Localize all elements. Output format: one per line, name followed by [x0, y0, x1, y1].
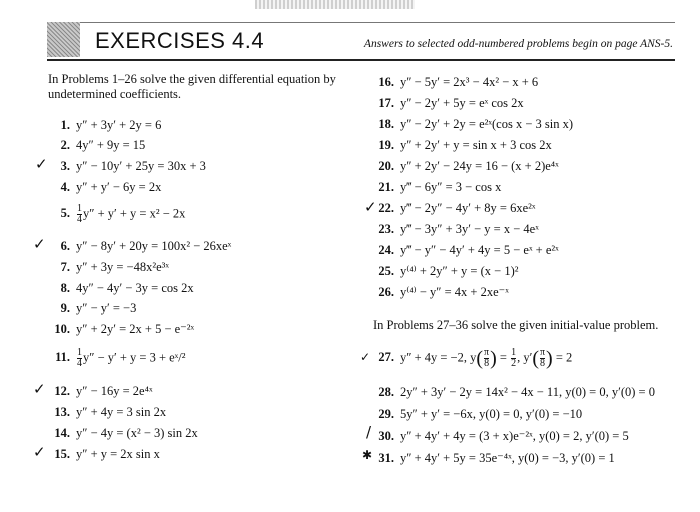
problem-3: 3. y″ − 10y′ + 25y = 30x + 3	[60, 159, 206, 173]
checkmark-icon: ✓	[33, 443, 46, 461]
problem-20: 20. y″ + 2y′ − 24y = 16 − (x + 2)e⁴ˣ	[378, 159, 559, 173]
fraction-one-fourth: $\frac{1}{4}$	[77, 203, 82, 225]
problem-19: 19. y″ + 2y′ + y = sin x + 3 cos 2x	[378, 138, 552, 152]
problem-28: 28. 2y″ + 3y′ − 2y = 14x² − 4x − 11, y(0) = 0, y′(0) = 0	[378, 385, 655, 399]
problem-16: 16. y″ − 5y′ = 2x³ − 4x² − x + 6	[378, 75, 539, 89]
problem-17: 17. y″ − 2y′ + 5y = eˣ cos 2x	[378, 96, 524, 110]
checkmark-icon: ✓	[33, 235, 46, 253]
checkmark-icon: ✓	[364, 198, 377, 216]
header-rule-top	[80, 22, 675, 23]
problem-4: 4. y″ + y′ − 6y = 2x	[60, 180, 162, 194]
problem-7: 7. y″ + 3y = −48x²e³ˣ	[60, 260, 170, 274]
header-shaded-box	[47, 22, 80, 57]
answers-note: Answers to selected odd-numbered problems begin on page ANS-5.	[363, 38, 673, 50]
problem-10: 10. y″ + 2y′ = 2x + 5 − e⁻²ˣ	[54, 322, 195, 336]
problem-1: 1. y″ + 3y′ + 2y = 6	[60, 118, 162, 132]
problem-30: 30. y″ + 4y′ + 4y = (3 + x)e⁻²ˣ, y(0) = 2, y′(0) = 5	[378, 429, 629, 443]
problem-14: 14. y″ − 4y = (x² − 3) sin 2x	[54, 426, 198, 440]
instructions-27-36: In Problems 27–36 solve the given initial-value problem.	[373, 318, 659, 332]
problem-18: 18. y″ − 2y′ + 2y = e²ˣ(cos x − 3 sin x)	[378, 117, 573, 131]
checkmark-icon: ✓	[35, 155, 48, 173]
fraction-one-fourth: $\frac{1}{4}$	[77, 347, 82, 369]
star-mark-icon: ✱	[362, 448, 373, 462]
problem-23: 23. y‴ − 3y″ + 3y′ − y = x − 4eˣ	[378, 222, 539, 236]
problem-22: 22. y‴ − 2y″ − 4y′ + 8y = 6xe²ˣ	[378, 201, 536, 215]
problem-29: 29. 5y″ + y′ = −6x, y(0) = 0, y′(0) = −10	[378, 407, 583, 421]
problem-24: 24. y‴ − y″ − 4y′ + 4y = 5 − eˣ + e²ˣ	[378, 243, 559, 257]
checkmark-icon: ✓	[360, 350, 371, 364]
problem-5: 5. $\frac{1}{4}$ y″ + y′ + y = x² − 2x	[60, 203, 186, 225]
instructions-1-26: In Problems 1–26 solve the given differential equation by undetermined coefficients.	[48, 72, 336, 101]
checkmark-icon: ✓	[33, 380, 46, 398]
page-title: EXERCISES 4.4	[95, 28, 265, 53]
scanned-page-edge	[255, 0, 415, 9]
problem-26: 26. y⁽⁴⁾ − y″ = 4x + 2xe⁻ˣ	[378, 285, 509, 299]
problem-8: 8. 4y″ − 4y′ − 3y = cos 2x	[60, 281, 194, 295]
problem-12: 12. y″ − 16y = 2e⁴ˣ	[54, 384, 153, 398]
problem-31: 31. y″ + 4y′ + 5y = 35e⁻⁴ˣ, y(0) = −3, y′(0) = 1	[378, 451, 615, 465]
header-rule-bottom	[47, 59, 675, 61]
problem-11: 11. $\frac{1}{4}$ y″ − y′ + y = 3 + eˣ/²	[55, 347, 186, 369]
problem-27: 27. y″ + 4y = −2, y( $\frac{\pi}{8}$ ) = $\frac{1}{2}$ , y′( $\frac{\pi}{8}$ ) = 2	[378, 347, 573, 370]
slash-mark-icon: /	[366, 423, 372, 441]
problem-2: 2. 4y″ + 9y = 15	[60, 138, 146, 152]
exercises-header	[47, 22, 675, 60]
problem-13: 13. y″ + 4y = 3 sin 2x	[54, 405, 167, 419]
problem-21: 21. y‴ − 6y″ = 3 − cos x	[378, 180, 502, 194]
problem-15: 15. y″ + y = 2x sin x	[54, 447, 160, 461]
problem-25: 25. y⁽⁴⁾ + 2y″ + y = (x − 1)²	[378, 264, 519, 278]
problem-6: 6. y″ − 8y′ + 20y = 100x² − 26xeˣ	[60, 239, 232, 253]
problem-9: 9. y″ − y′ = −3	[60, 301, 137, 315]
